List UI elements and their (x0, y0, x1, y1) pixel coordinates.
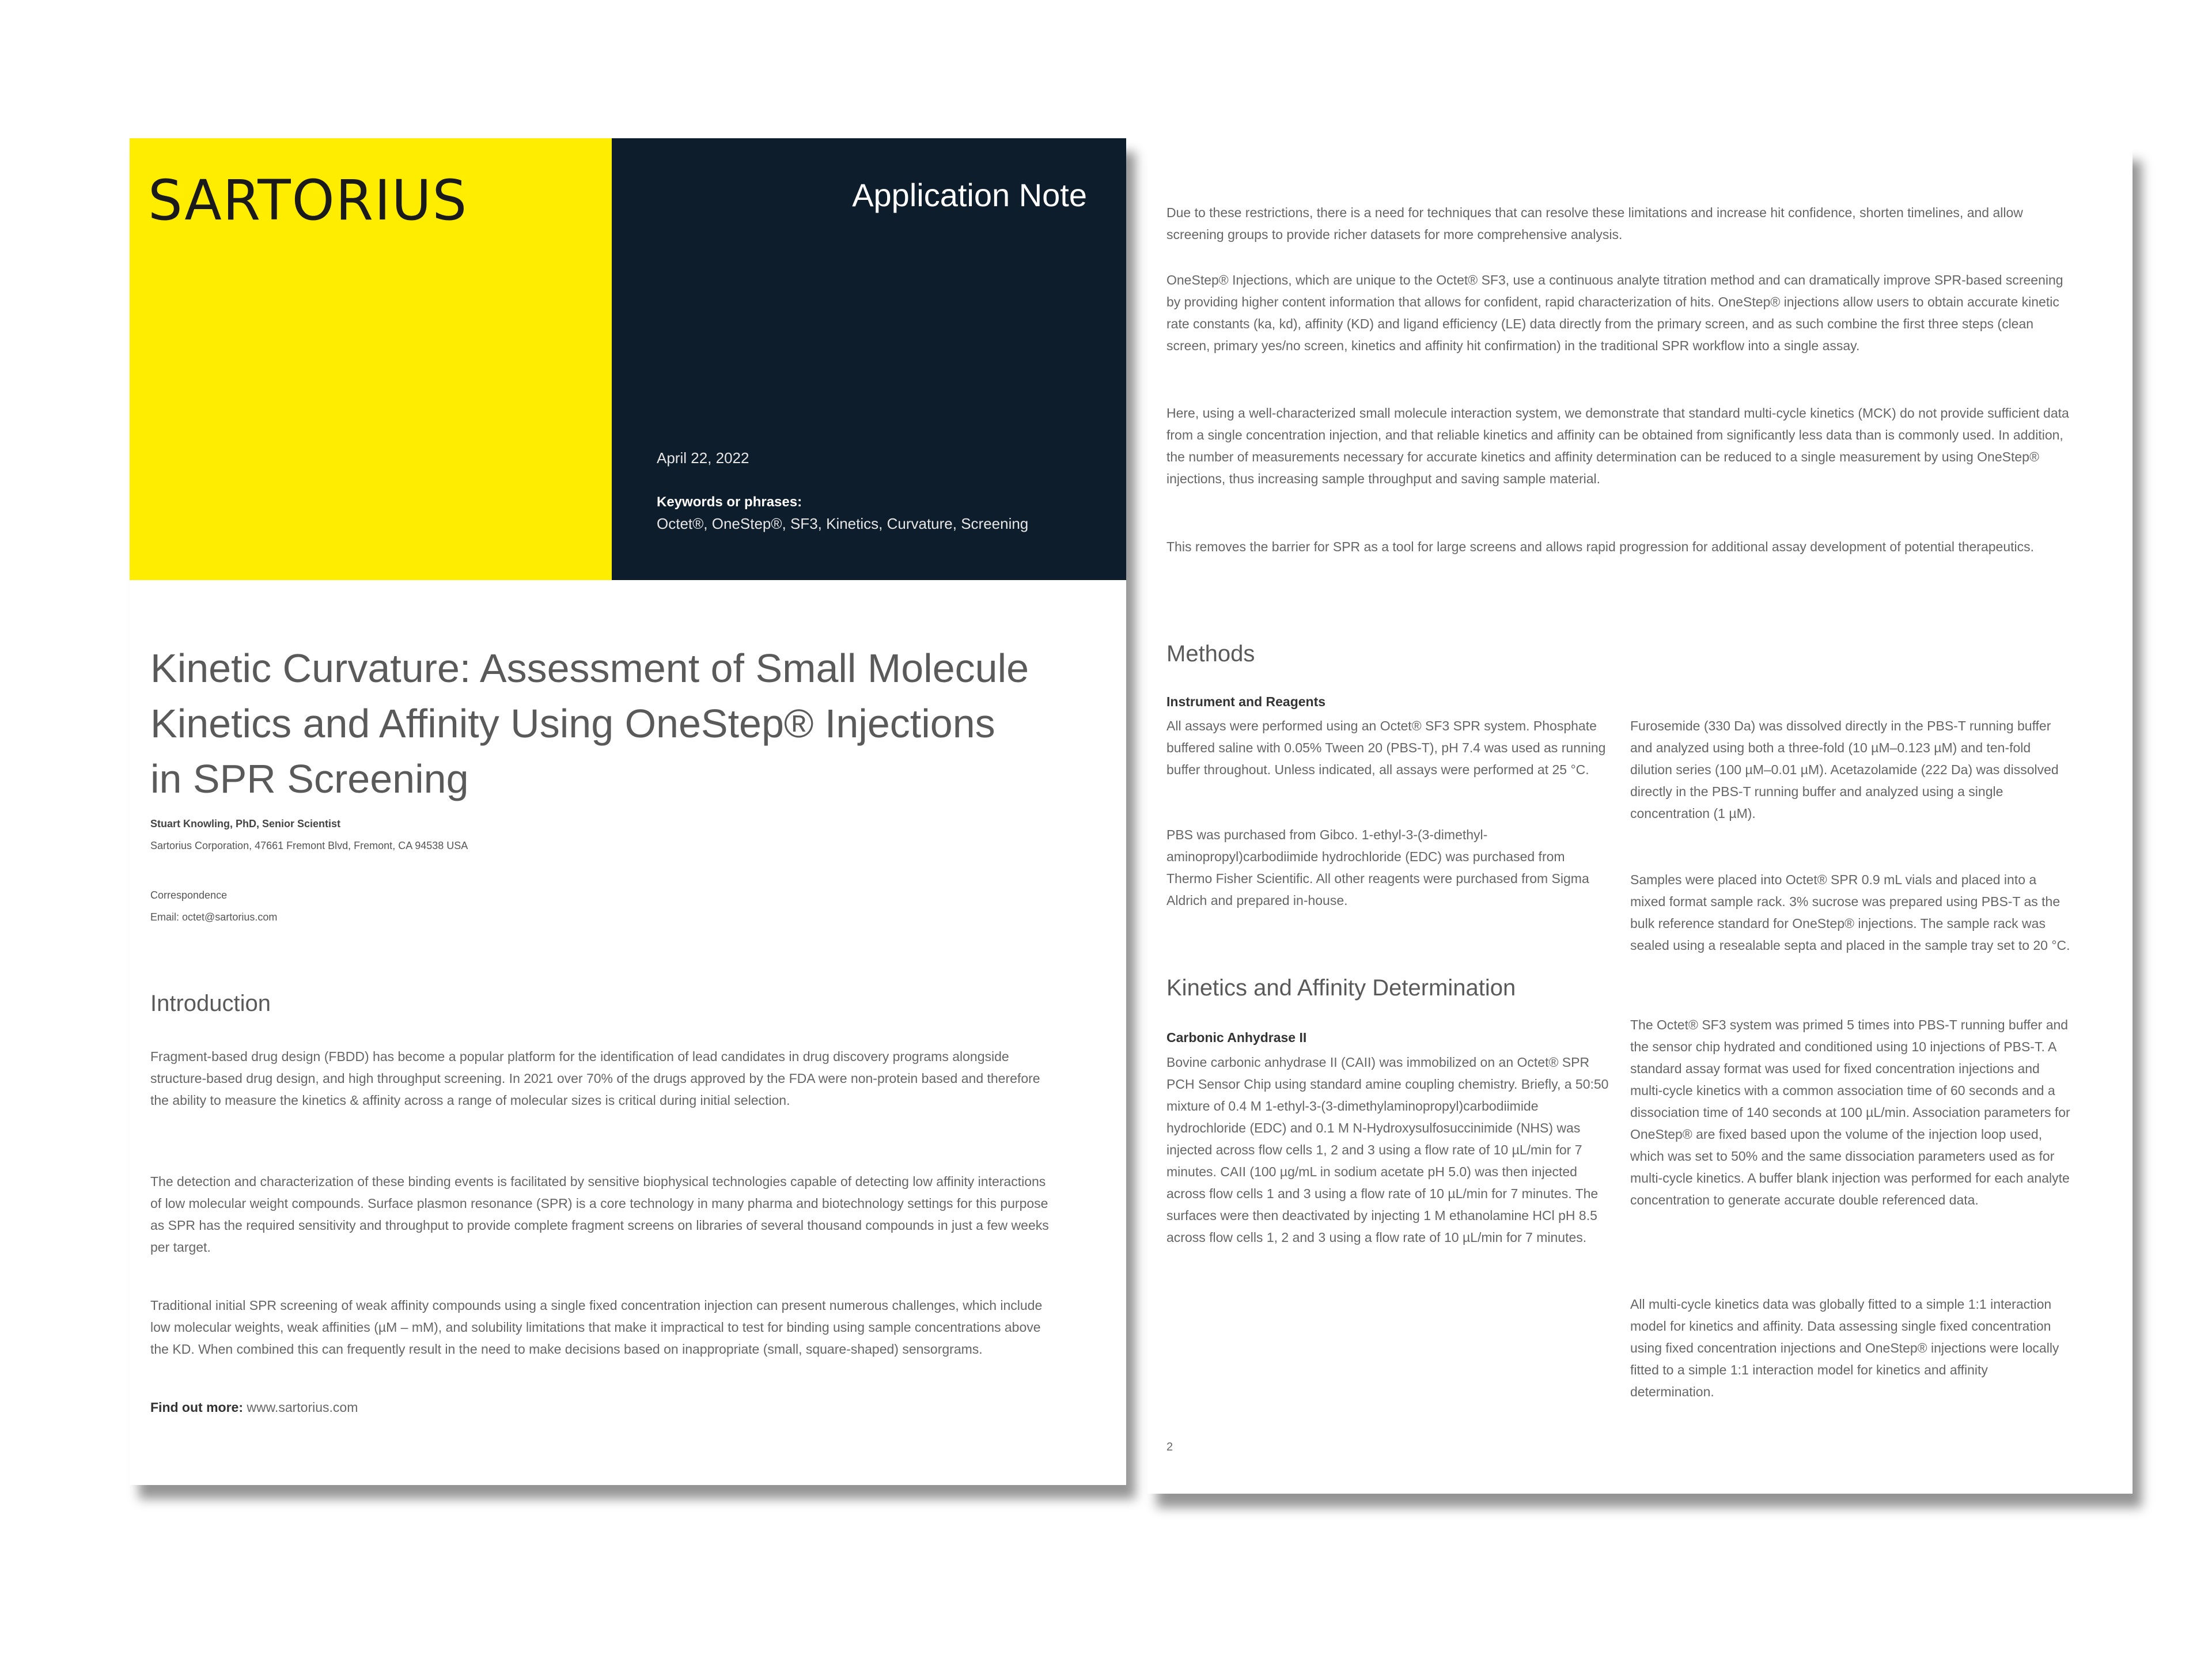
page-number: 2 (1166, 1441, 1173, 1453)
methods-paragraph-b1: Furosemide (330 Da) was dissolved directly in the PBS-T running buffer and analyzed using both a three-fold (10 µM–0.123 µM) and ten-fold dilution series (100 µM–0.01 µM). Acetazolamide (222 Da) was dissolved directly in the PBS-T running buffer and analyzed using a single concentration (1 µM). (1630, 718, 2059, 821)
sartorius-logo: SARTORIUS (148, 168, 468, 233)
page2-paragraph-4: This removes the barrier for SPR as a tool for large screens and allows rapid progression for additional assay development of potential therapeutics. (1166, 539, 2035, 554)
document-page-2 (1147, 147, 2133, 1494)
methods-paragraph-b2: Samples were placed into Octet® SPR 0.9 mL vials and placed into a mixed format sample rack. 3% sucrose was prepared using PBS-T as the bulk reference standard for OneStep® injections. The sample rack was sealed using a resealable septa and placed in the sample tray set to 20 °C. (1630, 872, 2070, 953)
page2-paragraph-3: Here, using a well-characterized small molecule interaction system, we demonstrate that standard multi-cycle kinetics (MCK) do not provide sufficient data from a single concentration injection, and that reliable kinetics and affinity can be obtained from significantly less data than is commonly used. In addition, the number of measurements necessary for accurate kinetics and affinity determination can be reduced to a single measurement by using OneStep® injections, thus increasing sample throughput and saving sample material. (1166, 406, 2069, 486)
kinetics-affinity-heading: Kinetics and Affinity Determination (1166, 975, 1516, 1001)
affiliation: Sartorius Corporation, 47661 Fremont Blvd, Fremont, CA 94538 USA (150, 840, 468, 851)
methods-paragraph-a1: All assays were performed using an Octet® SF3 SPR system. Phosphate buffered saline with 0.05% Tween 20 (PBS-T), pH 7.4 was used as running buffer throughout. Unless indicated, all assays were performed at 25 °C. (1166, 718, 1606, 777)
page2-paragraph-1: Due to these restrictions, there is a need for techniques that can resolve these limitations and increase hit confidence, shorten timelines, and allow screening groups to provide richer datasets for more comprehensive analysis. (1166, 205, 2023, 242)
intro-paragraph-2: The detection and characterization of these binding events is facilitated by sensitive biophysical technologies capable of detecting low affinity interactions of low molecular weight compounds. Surface plasmon resonance (SPR) is a core technology in many pharma and biotechnology settings for this purpose as SPR has the required sensitivity and throughput to provide complete fragment screens on libraries of several thousand compounds in just a few weeks per target. (150, 1174, 1049, 1255)
header-yellow-panel (130, 138, 612, 580)
methods-paragraph-b4: All multi-cycle kinetics data was globally fitted to a simple 1:1 interaction model for kinetics and affinity. Data assessing single fixed concentration using fixed concentration injections and OneStep® injections were locally fitted to a simple 1:1 interaction model for kinetics and affinity determination. (1630, 1297, 2059, 1399)
methods-heading: Methods (1166, 641, 1255, 666)
methods-paragraph-b3: The Octet® SF3 system was primed 5 times into PBS-T running buffer and the sensor chip hydrated and conditioned using 10 injections of PBS-T. A standard assay format was used for fixed concentration injections and multi-cycle kinetics with a common association time of 60 seconds and a dissociation time of 140 seconds at 100 µL/min. Association parameters for OneStep® are fixed based upon the volume of the injection loop used, which was set to 50% and the same dissociation parameters used as for multi-cycle kinetics. A buffer blank injection was performed for each analyte concentration to generate accurate double referenced data. (1630, 1017, 2070, 1207)
keywords-text: Octet®, OneStep®, SF3, Kinetics, Curvature, Screening (657, 515, 1029, 532)
introduction-heading: Introduction (150, 991, 271, 1016)
publication-date: April 22, 2022 (657, 449, 749, 467)
keywords-label: Keywords or phrases: (657, 494, 802, 510)
correspondence-email: Email: octet@sartorius.com (150, 911, 278, 923)
author: Stuart Knowling, PhD, Senior Scientist (150, 818, 341, 830)
intro-paragraph-3: Traditional initial SPR screening of weak affinity compounds using a single fixed concentration injection can present numerous challenges, which include low molecular weights, weak affinities (µM – mM), and solubility limitations that make it impractical to test for binding using sample concentrations above the KD. When combined this can frequently result in the need to make decisions based on inappropriate (small, square-shaped) sensorgrams. (150, 1298, 1043, 1357)
carbonic-anhydrase-heading: Carbonic Anhydrase II (1166, 1030, 1307, 1045)
find-out-more-link[interactable]: www.sartorius.com (247, 1400, 358, 1415)
correspondence-label: Correspondence (150, 889, 228, 901)
document-type: Application Note (852, 177, 1087, 213)
methods-paragraph-a3: Bovine carbonic anhydrase II (CAII) was immobilized on an Octet® SPR PCH Sensor Chip using standard amine coupling chemistry. Briefly, a 50:50 mixture of 0.4 M 1-ethyl-3-(3-dimethylaminopropyl)carbodiimide hydrochloride (EDC) and 0.1 M N-Hydroxysulfosuccinimide (NHS) was injected across flow cells 1, 2 and 3 using a flow rate of 10 µL/min for 7 minutes. CAII (100 µg/mL in sodium acetate pH 5.0) was then injected across flow cells 1 and 3 using a flow rate of 10 µL/min for 7 minutes. The surfaces were then deactivated by injecting 1 M ethanolamine HCl pH 8.5 across flow cells 1, 2 and 3 using a flow rate of 10 µL/min for 7 minutes. (1166, 1055, 1609, 1245)
header-navy-panel (612, 138, 1126, 580)
instrument-reagents-heading: Instrument and Reagents (1166, 694, 1326, 709)
page2-paragraph-2: OneStep® Injections, which are unique to the Octet® SF3, use a continuous analyte titration method and can dramatically improve SPR-based screening by providing higher content information that allows for confident, rapid characterization of hits. OneStep® injections allow users to obtain accurate kinetic rate constants (ka, kd), affinity (KD) and ligand efficiency (LE) data directly from the primary screen, and as such combine the first three steps (clean screen, primary yes/no screen, kinetics and affinity hit confirmation) in the traditional SPR workflow into a single assay. (1166, 272, 2063, 353)
document-page-1 (130, 138, 1126, 1485)
find-out-more (150, 1400, 358, 1415)
find-out-more-label: Find out more: (150, 1400, 243, 1415)
document-title: Kinetic Curvature: Assessment of Small Molecule Kinetics and Affinity Using OneStep® Injections in SPR Screening (150, 646, 1029, 801)
methods-paragraph-a2: PBS was purchased from Gibco. 1-ethyl-3-(3-dimethyl-aminopropyl)carbodiimide hydrochloride (EDC) was purchased from Thermo Fisher Scientific. All other reagents were purchased from Sigma Aldrich and prepared in-house. (1166, 827, 1589, 908)
intro-paragraph-1: Fragment-based drug design (FBDD) has become a popular platform for the identification of lead candidates in drug discovery programs alongside structure-based drug design, and high throughput screening. In 2021 over 70% of the drugs approved by the FDA were non-protein based and therefore the ability to measure the kinetics & affinity across a range of molecular sizes is critical during initial selection. (150, 1049, 1040, 1108)
